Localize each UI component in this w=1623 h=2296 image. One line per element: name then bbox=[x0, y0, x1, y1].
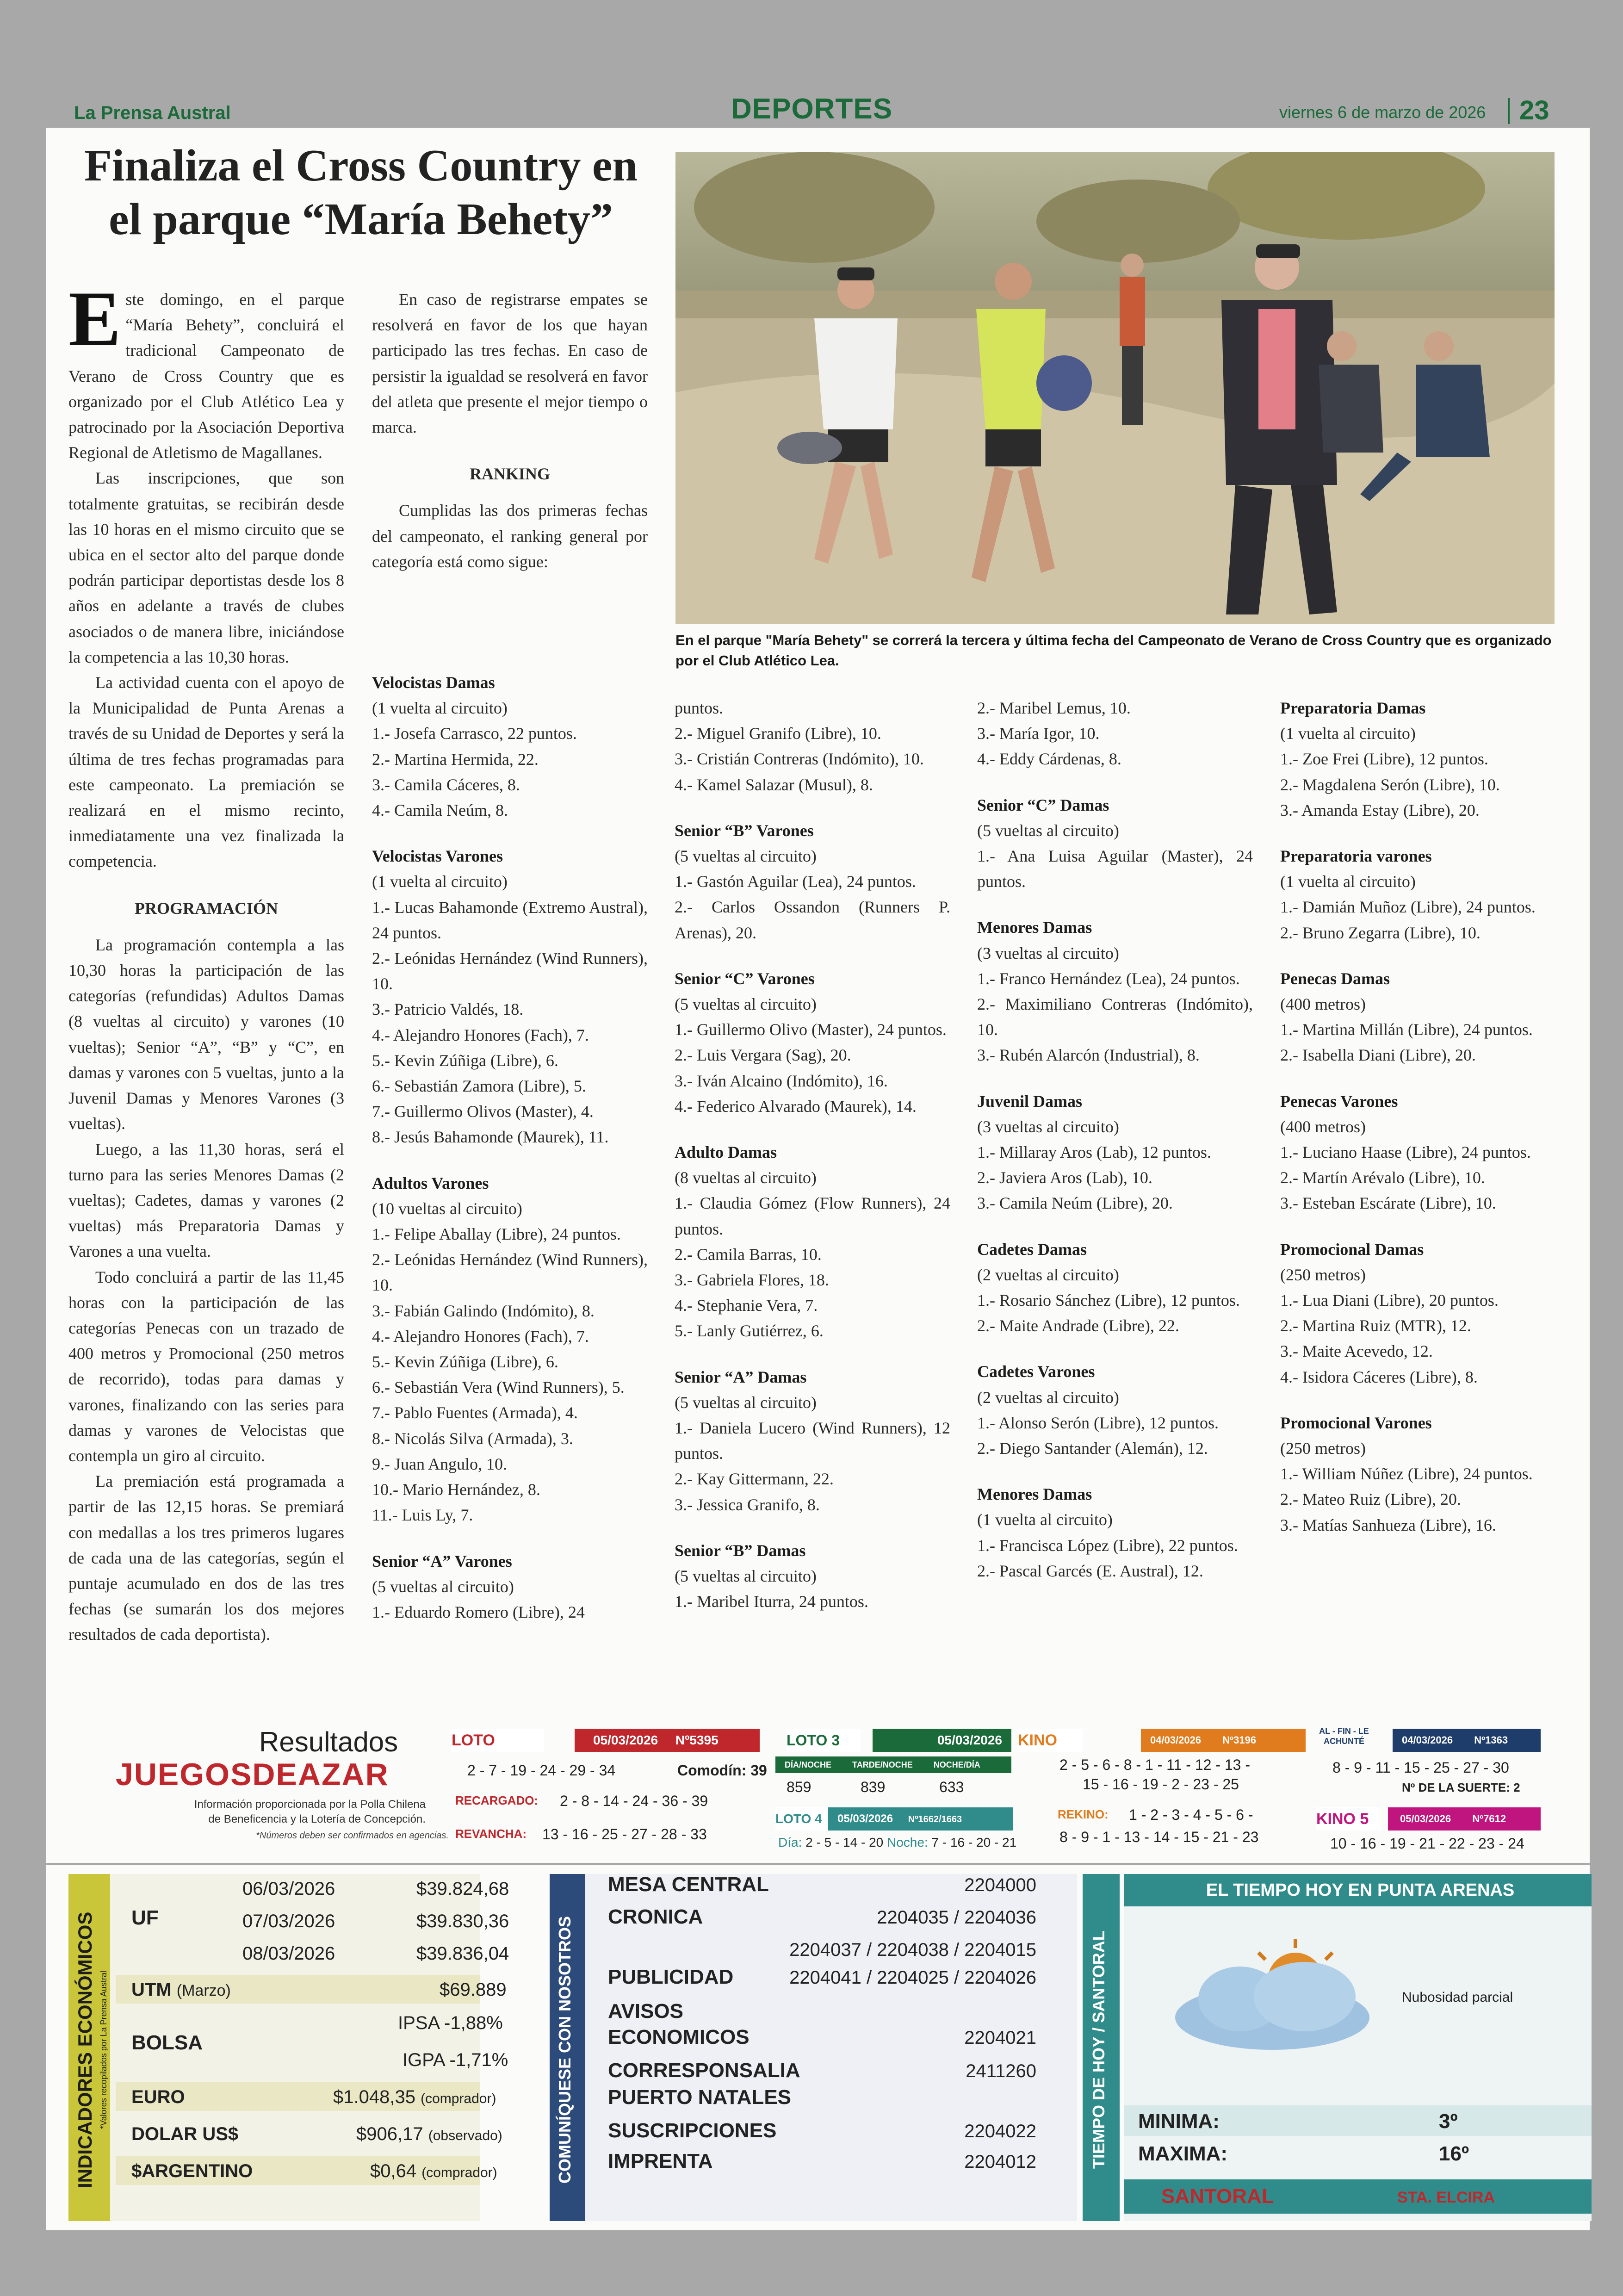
headline-line-2: el parque “María Behety” bbox=[109, 194, 613, 244]
page-number: 23 bbox=[1519, 95, 1549, 125]
contact-label: PUERTO NATALES bbox=[608, 2086, 792, 2109]
kino5-date: 05/03/2026 bbox=[1400, 1813, 1451, 1824]
ranking-entry: 2.- Maximiliano Contreras (Indómito), 10. bbox=[977, 995, 1253, 1039]
ranking-entry: 2.- Luis Vergara (Sag), 20. bbox=[675, 1046, 851, 1065]
ranking-entry: 1.- Claudia Gómez (Flow Runners), 24 puntos. bbox=[675, 1194, 950, 1238]
contact-phone: 2204022 bbox=[964, 2121, 1036, 2141]
publication-name: La Prensa Austral bbox=[74, 103, 231, 123]
loto3-h2: TARDE/NOCHE bbox=[852, 1760, 913, 1769]
alfinle-date: 04/03/2026 bbox=[1402, 1734, 1453, 1746]
contact-phone: 2204021 bbox=[964, 2028, 1036, 2048]
bolsa-label: BOLSA bbox=[131, 2031, 203, 2054]
ranking-entry: 2.- Leónidas Hernández (Wind Runners), 10. bbox=[372, 1250, 648, 1295]
igpa-value: IGPA -1,71% bbox=[403, 2050, 508, 2070]
ranking-entry: (1 vuelta al circuito) bbox=[1280, 724, 1416, 743]
uf-value-3: $39.836,04 bbox=[416, 1943, 509, 1964]
ranking-entry: (1 vuelta al circuito) bbox=[1280, 872, 1416, 891]
ranking-entry: 3.- María Igor, 10. bbox=[977, 724, 1100, 743]
ranking-entry: (400 metros) bbox=[1280, 1117, 1366, 1136]
ranking-entry: 4.- Kamel Salazar (Musul), 8. bbox=[675, 775, 873, 794]
ranking-entry: 3.- Camila Cáceres, 8. bbox=[372, 775, 520, 794]
min-value: 3º bbox=[1439, 2110, 1458, 2133]
ranking-category-heading: Cadetes Damas bbox=[977, 1240, 1087, 1259]
ranking-category-heading: Menores Damas bbox=[977, 918, 1092, 937]
lottery-results-strip bbox=[46, 1724, 1590, 1863]
ranking-entry: 1.- Gastón Aguilar (Lea), 24 puntos. bbox=[675, 872, 916, 891]
contact-phone: 2411260 bbox=[966, 2061, 1036, 2081]
kino-numbers-1: 2 - 5 - 6 - 8 - 1 - 11 - 12 - 13 - bbox=[1059, 1756, 1250, 1773]
partly-cloudy-icon bbox=[1157, 1920, 1397, 2059]
loto4-noche-label: Noche: bbox=[887, 1835, 928, 1849]
ranking-entry: 2.- Carlos Ossandon (Runners P. Arenas), 20. bbox=[675, 898, 950, 942]
ranking-entry: (1 vuelta al circuito) bbox=[372, 872, 508, 891]
ranking-entry: 3.- Jessica Granifo, 8. bbox=[675, 1495, 820, 1514]
loto-revancha-label: REVANCHA: bbox=[455, 1827, 527, 1841]
ranking-category-heading: Senior “B” Damas bbox=[675, 1541, 806, 1560]
photo-caption: En el parque "María Behety" se correrá la tercera y última fecha del Campeonato de Verano de Cross Country que es organizado por el Club Atlético Lea. bbox=[675, 632, 1552, 669]
ranking-category-heading: Senior “A” Varones bbox=[372, 1551, 512, 1570]
ranking-category-heading: Penecas Varones bbox=[1280, 1092, 1398, 1111]
alfinle-name bbox=[1316, 1726, 1372, 1746]
alfinle-name-1: AL - FIN - LE bbox=[1319, 1726, 1369, 1736]
loto4-sorteo: Nº1662/1663 bbox=[908, 1814, 962, 1824]
ranking-category-heading: Velocistas Damas bbox=[372, 673, 495, 692]
contact-label: PUBLICIDAD bbox=[608, 1966, 734, 1988]
ranking-entry: 1.- Franco Hernández (Lea), 24 puntos. bbox=[977, 969, 1240, 988]
header-divider bbox=[1508, 98, 1510, 124]
dolar-value bbox=[356, 2124, 502, 2145]
ranking-entry: 2.- Mateo Ruiz (Libre), 20. bbox=[1280, 1490, 1461, 1509]
ranking-entry: (2 vueltas al circuito) bbox=[977, 1265, 1119, 1284]
argentino-amount: $0,64 bbox=[370, 2161, 417, 2181]
ranking-entry: 8.- Jesús Bahamonde (Maurek), 11. bbox=[372, 1128, 609, 1147]
uf-date-1: 06/03/2026 bbox=[242, 1879, 335, 1899]
ranking-category-heading: Juvenil Damas bbox=[977, 1092, 1083, 1111]
loto-date: 05/03/2026 bbox=[593, 1733, 658, 1747]
ranking-entry: (1 vuelta al circuito) bbox=[977, 1510, 1113, 1529]
ranking-category-heading: Preparatoria Damas bbox=[1280, 699, 1426, 717]
paragraph-6: Todo concluirá a partir de las 11,45 horas con la participación de las categorías Penecas con un trazado de 400 metros y Promocional (250 metros de recorrido), todas para damas y varones, finalizando con las series para damas y varones de Velocistas que contempla un giro al circuito. bbox=[68, 1267, 344, 1465]
ranking-entry: 6.- Sebastián Vera (Wind Runners), 5. bbox=[372, 1378, 625, 1397]
ranking-entry: 4.- Camila Neúm, 8. bbox=[372, 801, 508, 820]
ranking-entry: 2.- Martina Ruiz (MTR), 12. bbox=[1280, 1316, 1471, 1335]
uf-date-2: 07/03/2026 bbox=[242, 1911, 335, 1931]
ranking-column-2 bbox=[675, 695, 950, 1615]
ranking-entry: 3.- Camila Neúm (Libre), 20. bbox=[977, 1194, 1173, 1213]
ranking-entry: 2.- Magdalena Serón (Libre), 10. bbox=[1280, 775, 1500, 794]
ranking-category-heading: Velocistas Varones bbox=[372, 847, 503, 866]
ranking-entry: 1.- Damián Muñoz (Libre), 24 puntos. bbox=[1280, 898, 1536, 917]
utm-value: $69.889 bbox=[440, 1980, 507, 2000]
ranking-entry: 3.- Maite Acevedo, 12. bbox=[1280, 1342, 1433, 1361]
loto4-noche: 7 - 16 - 20 - 21 bbox=[931, 1835, 1017, 1849]
ranking-category-heading: Cadetes Varones bbox=[977, 1362, 1095, 1381]
alfinle-name-2: ACHUNTÉ bbox=[1324, 1737, 1364, 1746]
alfinle-suerte bbox=[1402, 1781, 1520, 1795]
ranking-entry: 1.- Francisca López (Libre), 22 puntos. bbox=[977, 1536, 1238, 1555]
ranking-entry: 1.- Felipe Aballay (Libre), 24 puntos. bbox=[372, 1225, 621, 1244]
weather-vertical-title: TIEMPO DE HOY / SANTORAL bbox=[1089, 1930, 1108, 2169]
ranking-category-heading: Promocional Damas bbox=[1280, 1240, 1424, 1259]
ranking-entry: 4.- Stephanie Vera, 7. bbox=[675, 1296, 818, 1315]
ranking-entry: (5 vueltas al circuito) bbox=[675, 1393, 817, 1412]
ranking-column-3 bbox=[977, 695, 1253, 1584]
euro-amount: $1.048,35 bbox=[333, 2087, 415, 2107]
lottery-note: *Números deben ser confirmados en agencias. bbox=[256, 1831, 449, 1841]
rekino-label: REKINO: bbox=[1058, 1807, 1109, 1821]
ranking-entry: (2 vueltas al circuito) bbox=[977, 1388, 1119, 1407]
ranking-entry: 2.- Leónidas Hernández (Wind Runners), 10. bbox=[372, 949, 648, 993]
ranking-entry: (10 vueltas al circuito) bbox=[372, 1199, 522, 1218]
min-label: MINIMA: bbox=[1138, 2110, 1220, 2133]
info-boxes bbox=[46, 1865, 1590, 2230]
ranking-category-heading: Promocional Varones bbox=[1280, 1413, 1432, 1432]
lottery-info-1: Información proporcionada por la Polla Chilena bbox=[194, 1798, 426, 1811]
article-headline bbox=[56, 139, 666, 246]
contact-label: IMPRENTA bbox=[608, 2150, 713, 2172]
ranking-category-heading: Senior “C” Varones bbox=[675, 969, 815, 988]
max-label: MAXIMA: bbox=[1138, 2142, 1228, 2165]
ranking-entry: (1 vuelta al circuito) bbox=[372, 699, 508, 718]
paragraph-4: La programación contempla a las 10,30 horas la participación de las categorías (refundidas) Adultos Damas (8 vueltas al circuito) y varones (10 vueltas); Senior “A”, “B” y “C”, en damas y varones con 5 vueltas, junto a la Juvenil Damas y Menores Varones (3 vueltas). bbox=[68, 935, 344, 1133]
indicators-vertical-note: *Valores recopilados por La Prensa Austral bbox=[99, 1971, 108, 2129]
juegos-de-azar-brand: JUEGOSDEAZAR bbox=[116, 1757, 389, 1792]
kino-name: KINO bbox=[1018, 1729, 1083, 1752]
santoral-value: STA. ELCIRA bbox=[1397, 2189, 1495, 2206]
ranking-entry: 1.- Zoe Frei (Libre), 12 puntos. bbox=[1280, 750, 1488, 769]
kino-date: 04/03/2026 bbox=[1150, 1734, 1202, 1746]
paragraph-3: La actividad cuenta con el apoyo de la Municipalidad de Punta Arenas a través de su Unidad de Deportes y será la última de tres fechas programadas para este campeonato. La premiación se realizará en el mismo recinto, inmediatamente una vez finalizada la competencia. bbox=[68, 673, 344, 871]
kino5-header-bar bbox=[1388, 1807, 1541, 1831]
paragraph-8: En caso de registrarse empates se resolverá en favor de los que hayan participado las tres fechas. En caso de persistir la igualdad se resolverá en favor del atleta que presente el mejor tiempo o marca. bbox=[372, 290, 648, 437]
ranking-category-heading: Senior “B” Varones bbox=[675, 821, 814, 840]
ranking-entry: 8.- Nicolás Silva (Armada), 3. bbox=[372, 1429, 573, 1448]
ranking-entry: (8 vueltas al circuito) bbox=[675, 1168, 817, 1187]
contact-label: MESA CENTRAL bbox=[608, 1873, 769, 1896]
ranking-entry: 4.- Federico Alvarado (Maurek), 14. bbox=[675, 1097, 917, 1116]
ranking-entry: 3.- Esteban Escárate (Libre), 10. bbox=[1280, 1194, 1496, 1213]
utm-label bbox=[131, 1980, 231, 2000]
utm-month: (Marzo) bbox=[176, 1982, 231, 1999]
alfinle-suerte-label: Nº DE LA SUERTE: bbox=[1402, 1781, 1510, 1794]
paragraph-7: La premiación está programada a partir de las 12,15 horas. Se premiará con medallas a los tres primeros lugares de cada una de las categorías, según el puntaje acumulado en dos de las tres fechas (se sumarán los dos mejores resultados de cada deportista). bbox=[68, 1472, 344, 1644]
ranking-entry: 2.- Maribel Lemus, 10. bbox=[977, 699, 1131, 717]
ranking-entry: 3.- Iván Alcaino (Indómito), 16. bbox=[675, 1071, 888, 1090]
ranking-entry: 1.- Eduardo Romero (Libre), 24 bbox=[372, 1602, 585, 1621]
euro-note: (comprador) bbox=[421, 2091, 496, 2106]
loto3-subheader bbox=[775, 1756, 1011, 1773]
loto4-date: 05/03/2026 bbox=[837, 1812, 893, 1825]
contact-phone: 2204041 / 2204025 / 2204026 bbox=[789, 1967, 1036, 1988]
loto4-name: LOTO 4 bbox=[775, 1807, 826, 1831]
ranking-entry: (5 vueltas al circuito) bbox=[675, 1567, 817, 1586]
ranking-category-heading: Senior “A” Damas bbox=[675, 1367, 807, 1386]
kino5-name: KINO 5 bbox=[1316, 1807, 1381, 1831]
dolar-note: (observado) bbox=[428, 2128, 502, 2143]
ranking-entry: 1.- Daniela Lucero (Wind Runners), 12 puntos. bbox=[675, 1419, 950, 1463]
ranking-entry: 9.- Juan Angulo, 10. bbox=[372, 1454, 507, 1473]
ranking-entry: 2.- Kay Gittermann, 22. bbox=[675, 1470, 834, 1489]
contact-label: CORRESPONSALIA bbox=[608, 2059, 800, 2082]
ranking-entry: 2.- Pascal Garcés (E. Austral), 12. bbox=[977, 1561, 1203, 1580]
ranking-entry: (5 vueltas al circuito) bbox=[977, 821, 1119, 840]
ranking-entry: 7.- Guillermo Olivos (Master), 4. bbox=[372, 1102, 594, 1121]
paragraph-5: Luego, a las 11,30 horas, será el turno para las series Menores Damas (2 vueltas); Cadetes, damas y varones (2 vueltas) más Preparatoria Damas y Varones a una vuelta. bbox=[68, 1140, 344, 1261]
headline-line-1: Finaliza el Cross Country en bbox=[84, 141, 638, 191]
ranking-entry: (5 vueltas al circuito) bbox=[675, 995, 817, 1014]
runners-photo-illustration bbox=[675, 152, 1555, 624]
drop-cap: E bbox=[68, 275, 121, 362]
ranking-entry: 1.- Alonso Serón (Libre), 12 puntos. bbox=[977, 1413, 1219, 1432]
dolar-label: DOLAR US$ bbox=[131, 2124, 239, 2144]
ranking-entry: 1.- Maribel Iturra, 24 puntos. bbox=[675, 1592, 868, 1611]
ranking-category-heading: Penecas Damas bbox=[1280, 969, 1390, 988]
loto-recargado-label: RECARGADO: bbox=[455, 1793, 539, 1807]
ranking-entry: 3.- Amanda Estay (Libre), 20. bbox=[1280, 800, 1480, 819]
paragraph-9: Cumplidas las dos primeras fechas del campeonato, el ranking general por categoría está como sigue: bbox=[372, 501, 648, 571]
ranking-entry: 3.- Fabián Galindo (Indómito), 8. bbox=[372, 1301, 595, 1320]
argentino-note: (comprador) bbox=[421, 2165, 497, 2180]
ranking-entry: 2.- Miguel Granifo (Libre), 10. bbox=[675, 724, 881, 743]
article-column-1 bbox=[68, 275, 344, 1648]
contact-phone: 2204012 bbox=[964, 2152, 1036, 2172]
ranking-entry: 2.- Javiera Aros (Lab), 10. bbox=[977, 1168, 1152, 1187]
loto3-name: LOTO 3 bbox=[787, 1729, 861, 1752]
loto3-value-1: 859 bbox=[787, 1779, 812, 1795]
ranking-entry: 4.- Alejandro Honores (Fach), 7. bbox=[372, 1327, 589, 1346]
article-photo bbox=[675, 152, 1555, 624]
loto3-h1: DÍA/NOCHE bbox=[785, 1760, 832, 1769]
ranking-entry: 4.- Alejandro Honores (Fach), 7. bbox=[372, 1025, 589, 1044]
issue-date: viernes 6 de marzo de 2026 bbox=[1279, 103, 1486, 122]
indicators-vertical-title: INDICADORES ECONÓMICOS bbox=[74, 1911, 96, 2188]
loto-comodin: Comodín: 39 bbox=[677, 1762, 767, 1779]
subheading-ranking: RANKING bbox=[469, 465, 550, 484]
argentino-label: $ARGENTINO bbox=[131, 2161, 253, 2181]
kino5-numbers: 10 - 16 - 19 - 21 - 22 - 23 - 24 bbox=[1330, 1835, 1524, 1852]
lottery-info-2: de Beneficencia y la Lotería de Concepción. bbox=[208, 1813, 426, 1825]
subheading-programacion: PROGRAMACIÓN bbox=[135, 899, 278, 918]
contact-label: AVISOS bbox=[608, 2000, 684, 2023]
ranking-entry: 2.- Diego Santander (Alemán), 12. bbox=[977, 1439, 1208, 1458]
ranking-entry: 3.- Gabriela Flores, 18. bbox=[675, 1271, 829, 1290]
argentino-value bbox=[370, 2161, 497, 2182]
ranking-entry: 4.- Isidora Cáceres (Libre), 8. bbox=[1280, 1367, 1478, 1386]
section-title: DEPORTES bbox=[731, 93, 893, 125]
loto3-date: 05/03/2026 bbox=[873, 1729, 1011, 1752]
weather-condition: Nubosidad parcial bbox=[1402, 1990, 1513, 2005]
santoral-label: SANTORAL bbox=[1161, 2185, 1274, 2208]
ranking-column-4 bbox=[1280, 695, 1556, 1538]
ranking-column-1 bbox=[372, 670, 648, 1625]
ranking-entry: 3.- Patricio Valdés, 18. bbox=[372, 1000, 524, 1019]
ranking-entry: 5.- Kevin Zúñiga (Libre), 6. bbox=[372, 1051, 558, 1070]
euro-value bbox=[333, 2087, 496, 2108]
contact-phone: 2204035 / 2204036 bbox=[877, 1907, 1036, 1928]
ranking-entry: 5.- Kevin Zúñiga (Libre), 6. bbox=[372, 1353, 558, 1371]
article-column-2 bbox=[372, 287, 648, 575]
contact-phone: 2204000 bbox=[964, 1875, 1036, 1895]
ranking-entry: (5 vueltas al circuito) bbox=[675, 847, 817, 866]
loto-name: LOTO bbox=[452, 1729, 544, 1752]
ranking-category-heading: Adultos Varones bbox=[372, 1173, 489, 1192]
contact-label: ECONOMICOS bbox=[608, 2026, 750, 2048]
contact-label: SUSCRIPCIONES bbox=[608, 2119, 777, 2142]
ranking-entry: (250 metros) bbox=[1280, 1439, 1366, 1458]
loto4-results bbox=[778, 1835, 1016, 1850]
ranking-entry: 1.- Ana Luisa Aguilar (Master), 24 puntos. bbox=[977, 847, 1253, 891]
rekino-numbers-1: 1 - 2 - 3 - 4 - 5 - 6 - bbox=[1129, 1806, 1253, 1823]
ranking-entry: 2.- Bruno Zegarra (Libre), 10. bbox=[1280, 923, 1481, 942]
ranking-entry: 5.- Lanly Gutiérrez, 6. bbox=[675, 1322, 824, 1340]
loto-revancha-numbers: 13 - 16 - 25 - 27 - 28 - 33 bbox=[542, 1826, 707, 1843]
ranking-entry: 1.- Lua Diani (Libre), 20 puntos. bbox=[1280, 1291, 1499, 1310]
loto3-value-2: 839 bbox=[861, 1779, 886, 1795]
ranking-entry: 10.- Mario Hernández, 8. bbox=[372, 1480, 540, 1499]
ranking-category-heading: Adulto Damas bbox=[675, 1143, 777, 1162]
ranking-entry: 2.- Martina Hermida, 22. bbox=[372, 750, 539, 769]
ranking-category-heading: Preparatoria varones bbox=[1280, 847, 1432, 866]
dolar-amount: $906,17 bbox=[356, 2124, 423, 2144]
ranking-entry: 1.- Rosario Sánchez (Libre), 12 puntos. bbox=[977, 1291, 1240, 1310]
paragraph-2: Las inscripciones, que son totalmente gratuitas, se recibirán desde las 10 horas en el mismo circuito que se ubica en el sector alto del parque donde podrán participar deportistas desde los 8 años en adelante a través de clubes asociados o de manera libre, iniciándose la competencia a las 10,30 horas. bbox=[68, 469, 344, 666]
euro-label: EURO bbox=[131, 2087, 185, 2107]
uf-label: UF bbox=[131, 1906, 159, 1929]
ranking-entry: 3.- Matías Sanhueza (Libre), 16. bbox=[1280, 1515, 1496, 1534]
ranking-entry: 11.- Luis Ly, 7. bbox=[372, 1506, 473, 1525]
uf-value-2: $39.830,36 bbox=[416, 1911, 509, 1931]
max-value: 16º bbox=[1439, 2142, 1469, 2165]
ranking-entry: 1.- Guillermo Olivo (Master), 24 puntos. bbox=[675, 1020, 947, 1039]
ranking-entry: 2.- Camila Barras, 10. bbox=[675, 1245, 822, 1264]
lottery-title: Resultados bbox=[259, 1726, 398, 1757]
ranking-entry: (250 metros) bbox=[1280, 1265, 1366, 1284]
ranking-entry: 3.- Rubén Alarcón (Industrial), 8. bbox=[977, 1046, 1200, 1065]
ranking-entry: 2.- Isabella Diani (Libre), 20. bbox=[1280, 1046, 1476, 1065]
kino-header-bar bbox=[1141, 1729, 1306, 1752]
alfinle-sorteo: Nº1363 bbox=[1474, 1734, 1508, 1746]
loto-numbers: 2 - 7 - 19 - 24 - 29 - 34 bbox=[467, 1762, 616, 1779]
loto4-dia: 2 - 5 - 14 - 20 bbox=[805, 1835, 884, 1849]
ranking-entry: (400 metros) bbox=[1280, 995, 1366, 1014]
uf-value-1: $39.824,68 bbox=[416, 1879, 509, 1899]
ranking-entry: 2.- Martín Arévalo (Libre), 10. bbox=[1280, 1168, 1485, 1187]
loto4-header-bar bbox=[828, 1807, 1013, 1831]
rekino-numbers-2: 8 - 9 - 1 - 13 - 14 - 15 - 21 - 23 bbox=[1059, 1829, 1259, 1845]
kino-numbers-2: 15 - 16 - 19 - 2 - 23 - 25 bbox=[1083, 1776, 1239, 1793]
utm-label-text: UTM bbox=[131, 1980, 172, 2000]
kino-sorteo: Nº3196 bbox=[1222, 1734, 1257, 1746]
paragraph-1-text: ste domingo, en el parque “María Behety”, concluirá el tradicional Campeonato de Verano de Cross Country que es organizado por el Club Atlético Lea y patrocinado por la Asociación Deportiva Regional de Atletismo de Magallanes. bbox=[68, 290, 344, 462]
ranking-entry: 4.- Eddy Cárdenas, 8. bbox=[977, 750, 1121, 769]
loto-recargado-numbers: 2 - 8 - 14 - 24 - 36 - 39 bbox=[560, 1793, 708, 1809]
weather-title: EL TIEMPO HOY EN PUNTA ARENAS bbox=[1206, 1880, 1515, 1900]
alfinle-numbers: 8 - 9 - 11 - 15 - 25 - 27 - 30 bbox=[1332, 1759, 1509, 1776]
ranking-entry: (3 vueltas al circuito) bbox=[977, 943, 1119, 962]
ranking-entry: 1.- Luciano Haase (Libre), 24 puntos. bbox=[1280, 1143, 1531, 1162]
ipsa-value: IPSA -1,88% bbox=[398, 2013, 503, 2033]
ranking-entry: 2.- Maite Andrade (Libre), 22. bbox=[977, 1316, 1179, 1335]
ranking-entry: (3 vueltas al circuito) bbox=[977, 1117, 1119, 1136]
contact-vertical-title: COMUNÍQUESE CON NOSOTROS bbox=[555, 1916, 574, 2184]
uf-date-3: 08/03/2026 bbox=[242, 1943, 335, 1964]
loto3-h3: NOCHE/DÍA bbox=[933, 1760, 980, 1769]
ranking-category-heading: Senior “C” Damas bbox=[977, 795, 1109, 814]
ranking-entry: 1.- Millaray Aros (Lab), 12 puntos. bbox=[977, 1143, 1211, 1162]
ranking-entry: 1.- Martina Millán (Libre), 24 puntos. bbox=[1280, 1020, 1533, 1039]
loto3-value-3: 633 bbox=[939, 1779, 964, 1795]
ranking-entry: 1.- Josefa Carrasco, 22 puntos. bbox=[372, 724, 577, 743]
ranking-entry: 6.- Sebastián Zamora (Libre), 5. bbox=[372, 1077, 586, 1096]
loto4-dia-label: Día: bbox=[778, 1835, 802, 1849]
kino5-sorteo: Nº7612 bbox=[1472, 1813, 1506, 1824]
paragraph-intro bbox=[68, 275, 344, 465]
loto-header-bar bbox=[575, 1729, 760, 1752]
ranking-entry: 1.- William Núñez (Libre), 24 puntos. bbox=[1280, 1464, 1533, 1483]
contact-label: CRONICA bbox=[608, 1905, 703, 1928]
ranking-entry: (5 vueltas al circuito) bbox=[372, 1577, 514, 1596]
contact-phone: 2204037 / 2204038 / 2204015 bbox=[789, 1940, 1036, 1960]
loto-sorteo: Nº5395 bbox=[675, 1733, 719, 1747]
alfinle-header-bar bbox=[1393, 1729, 1541, 1752]
ranking-entry: 7.- Pablo Fuentes (Armada), 4. bbox=[372, 1403, 578, 1422]
ranking-entry: 1.- Lucas Bahamonde (Extremo Austral), 24 puntos. bbox=[372, 898, 648, 942]
alfinle-suerte-number: 2 bbox=[1513, 1781, 1520, 1794]
ranking-category-heading: Menores Damas bbox=[977, 1485, 1092, 1504]
ranking-entry: puntos. bbox=[675, 699, 724, 717]
ranking-entry: 3.- Cristián Contreras (Indómito), 10. bbox=[675, 750, 924, 769]
